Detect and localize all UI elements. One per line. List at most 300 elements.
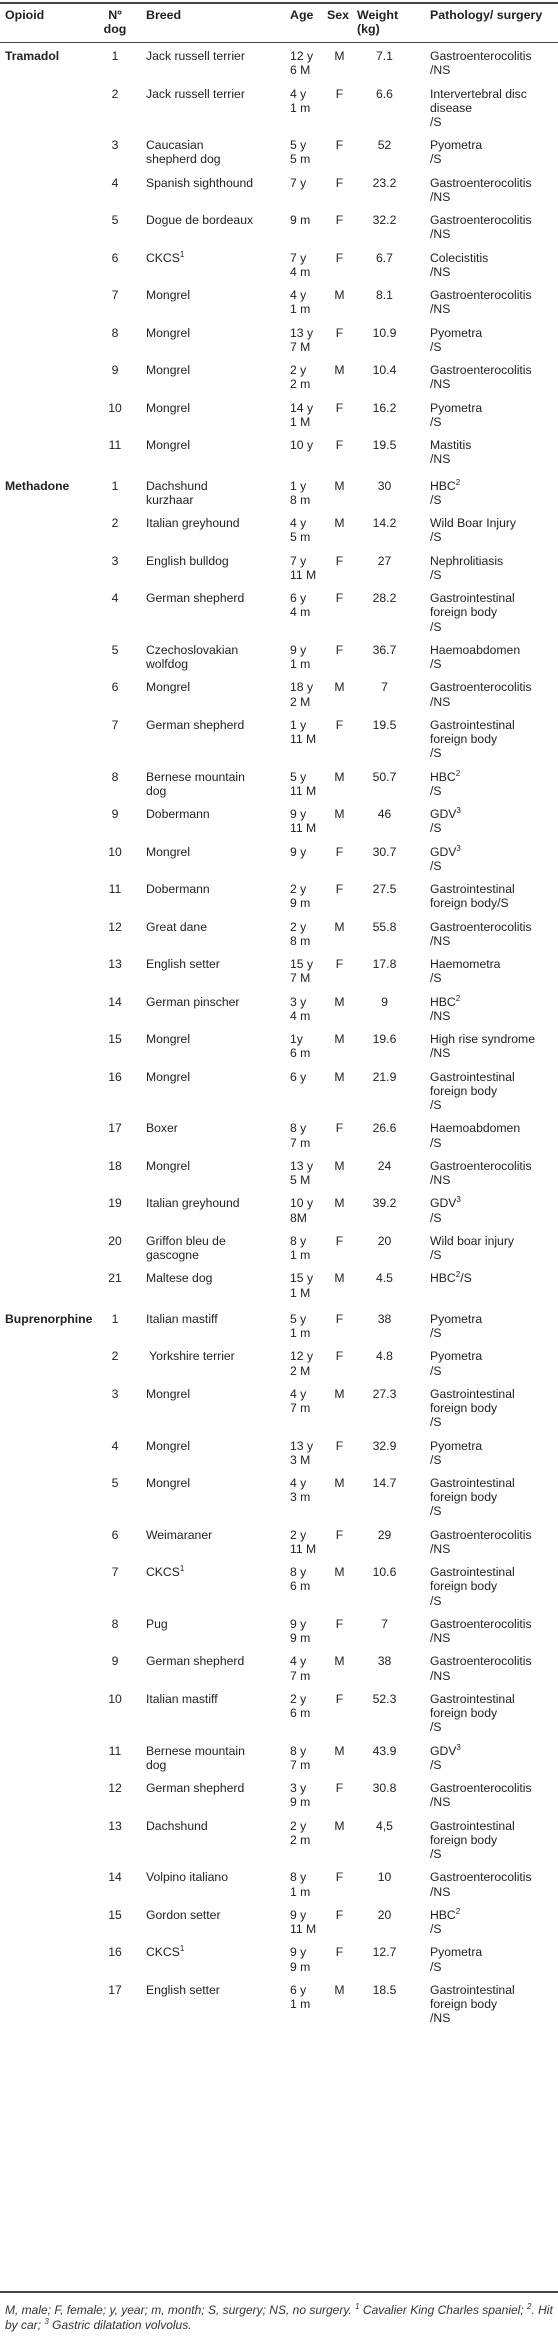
weight-cell xyxy=(357,363,412,377)
table-row xyxy=(0,213,558,241)
dog-number-cell-text: 7 xyxy=(111,717,119,732)
breed-cell xyxy=(146,718,286,732)
table-row xyxy=(0,1617,558,1645)
pathology-cell-text: HBC xyxy=(430,478,456,493)
pathology-cell-rest: /S xyxy=(430,1922,442,1936)
dog-number-cell-text: 5 xyxy=(111,642,119,657)
age-cell-text: 4 y 1 m xyxy=(290,86,311,115)
pathology-cell-text: HBC xyxy=(430,1907,456,1922)
weight-cell xyxy=(357,138,412,152)
sex-cell-text: F xyxy=(335,1616,344,1631)
pathology-cell-text: Pyometra /S xyxy=(430,1311,483,1340)
dog-number-cell-text: 6 xyxy=(111,1527,119,1542)
breed-cell xyxy=(146,1349,286,1363)
table-row xyxy=(0,288,558,316)
footnote-gdv: Gastric dilatation volvolus. xyxy=(48,2318,192,2332)
pathology-cell-text: Gastrointestinal foreign body /S xyxy=(430,1818,515,1861)
dog-number-cell xyxy=(100,718,130,732)
age-cell-text: 10 y 8M xyxy=(290,1196,314,1225)
age-cell xyxy=(290,176,326,190)
table-row xyxy=(0,680,558,708)
sex-cell-text: F xyxy=(335,553,344,568)
pathology-cell xyxy=(430,591,558,634)
table-row xyxy=(0,845,558,873)
weight-cell-text: 16.2 xyxy=(372,400,397,415)
dog-number-cell-text: 12 xyxy=(108,1781,122,1796)
breed-cell xyxy=(146,1565,286,1579)
age-cell xyxy=(290,479,326,507)
weight-cell xyxy=(357,1234,412,1248)
breed-cell-text: Mongrel xyxy=(146,1158,191,1173)
age-cell-text: 5 y 5 m xyxy=(290,138,311,167)
breed-cell xyxy=(146,680,286,694)
opioid-group-label-text: Buprenorphine xyxy=(5,1311,93,1326)
dog-number-cell xyxy=(100,1070,130,1084)
age-cell-text: 3 y 9 m xyxy=(290,1781,311,1810)
weight-cell-text: 27.5 xyxy=(372,882,397,897)
pathology-cell-text: High rise syndrome /NS xyxy=(430,1032,535,1061)
age-cell-text: 4 y 3 m xyxy=(290,1476,311,1505)
pathology-cell-text: Gastroenterocolitis /NS xyxy=(430,175,532,204)
pathology-cell-rest: /S xyxy=(430,783,442,798)
breed-cell-text: Czechoslovakian wolfdog xyxy=(146,642,239,672)
age-cell xyxy=(290,554,326,582)
breed-cell xyxy=(146,49,286,63)
breed-cell xyxy=(146,176,286,190)
sex-cell-text: F xyxy=(335,1945,344,1960)
weight-cell-text: 21.9 xyxy=(372,1069,397,1084)
sex-cell-text: M xyxy=(334,288,345,303)
sex-cell xyxy=(327,770,352,784)
breed-cell xyxy=(146,1032,286,1046)
sex-cell xyxy=(327,1234,352,1248)
dog-number-cell xyxy=(100,995,130,1009)
dog-number-cell-text: 10 xyxy=(108,400,122,415)
dog-number-cell-text: 16 xyxy=(108,1069,122,1084)
age-cell xyxy=(290,1349,326,1377)
pathology-cell xyxy=(430,1565,558,1608)
age-cell xyxy=(290,401,326,429)
breed-cell-text: Mongrel xyxy=(146,1032,191,1047)
sex-cell-text: F xyxy=(335,1233,344,1248)
dog-number-cell xyxy=(100,1692,130,1706)
sex-cell-text: M xyxy=(334,1654,345,1669)
table-row xyxy=(0,401,558,429)
pathology-cell xyxy=(430,957,558,985)
pathology-cell-text: Gastroenterocolitis /NS xyxy=(430,1654,532,1683)
footnote-marker-3: 3 xyxy=(44,2317,49,2326)
dog-number-cell xyxy=(100,1819,130,1833)
weight-cell-text: 43.9 xyxy=(372,1743,397,1758)
pathology-cell xyxy=(430,807,558,835)
pathology-cell xyxy=(430,1439,558,1467)
pathology-cell-text: Gastrointestinal foreign body /S xyxy=(430,1386,515,1430)
weight-cell xyxy=(357,1159,412,1173)
pathology-cell xyxy=(430,1032,558,1060)
weight-cell-text: 4.5 xyxy=(376,1271,393,1286)
sex-cell-text: M xyxy=(334,1982,345,1997)
pathology-cell xyxy=(430,1070,558,1113)
breed-cell xyxy=(146,326,286,340)
table-row xyxy=(0,1654,558,1682)
sex-cell-text: F xyxy=(335,1870,344,1885)
dog-number-cell xyxy=(100,845,130,859)
age-cell xyxy=(290,1121,326,1149)
dog-number-cell-text: 14 xyxy=(108,994,122,1009)
sex-cell-text: F xyxy=(335,400,344,415)
dog-number-cell xyxy=(100,176,130,190)
pathology-footnote-marker: 2 xyxy=(455,768,461,778)
weight-cell xyxy=(357,1565,412,1579)
table-row xyxy=(0,718,558,761)
pathology-cell-text: Gastroenterocolitis /NS xyxy=(430,1527,532,1556)
weight-cell-text: 38 xyxy=(377,1311,392,1326)
table-row xyxy=(0,49,558,77)
breed-cell-text: Jack russell terrier xyxy=(146,86,245,101)
sex-cell-text: F xyxy=(335,957,344,972)
dog-number-cell xyxy=(100,326,130,340)
sex-cell xyxy=(327,1692,352,1706)
weight-cell xyxy=(357,516,412,530)
sex-cell-text: F xyxy=(335,86,344,101)
weight-cell-text: 39.2 xyxy=(372,1196,397,1211)
weight-cell xyxy=(357,1196,412,1210)
weight-cell-text: 55.8 xyxy=(372,919,397,934)
table-row xyxy=(0,995,558,1023)
dog-number-cell-text: 12 xyxy=(108,919,122,934)
pathology-cell xyxy=(430,1908,558,1936)
breed-cell xyxy=(146,1654,286,1668)
dog-number-cell-text: 19 xyxy=(108,1196,122,1211)
pathology-cell-text: HBC xyxy=(430,769,456,784)
pathology-footnote-marker: 2 xyxy=(455,993,461,1003)
sex-cell xyxy=(327,251,352,265)
sex-cell-text: M xyxy=(334,1386,345,1401)
breed-cell-text: German shepherd xyxy=(146,591,245,606)
dog-number-cell xyxy=(100,1032,130,1046)
age-cell xyxy=(290,1654,326,1682)
pathology-cell xyxy=(430,1781,558,1809)
dog-number-cell-text: 8 xyxy=(111,769,119,784)
sex-cell xyxy=(327,1312,352,1326)
weight-cell-text: 6.7 xyxy=(376,250,393,265)
table-row xyxy=(0,643,558,671)
pathology-cell xyxy=(430,1654,558,1682)
breed-cell-text: Maltese dog xyxy=(146,1271,213,1286)
pathology-cell xyxy=(430,87,558,130)
dog-number-cell-text: 4 xyxy=(111,1438,119,1453)
sex-cell-text: M xyxy=(334,1032,345,1047)
sex-cell xyxy=(327,1528,352,1542)
breed-cell-text: Bernese mountain dog xyxy=(146,1743,245,1772)
pathology-cell-text: Gastrointestinal foreign body /S xyxy=(430,1476,515,1519)
dog-number-cell xyxy=(100,1744,130,1758)
weight-cell xyxy=(357,87,412,101)
age-cell-text: 6 y xyxy=(290,1069,307,1084)
table-row xyxy=(0,1692,558,1735)
breed-cell-text: Mongrel xyxy=(146,288,191,303)
sex-cell-text: M xyxy=(334,1565,345,1580)
sex-cell-text: M xyxy=(334,1271,345,1286)
table-row xyxy=(0,251,558,279)
dog-number-cell xyxy=(100,138,130,152)
sex-cell xyxy=(327,401,352,415)
pathology-cell xyxy=(430,1349,558,1377)
age-cell-text: 7 y xyxy=(290,175,307,190)
sex-cell xyxy=(327,807,352,821)
pathology-cell xyxy=(430,1819,558,1862)
age-cell-text: 4 y 5 m xyxy=(290,516,311,545)
breed-cell xyxy=(146,1528,286,1542)
sex-cell-text: F xyxy=(335,250,344,265)
breed-cell-text: Dobermann xyxy=(146,807,210,822)
weight-cell-text: 8.1 xyxy=(376,288,393,303)
age-cell-text: 13 y 5 M xyxy=(290,1158,314,1187)
breed-cell xyxy=(146,1387,286,1401)
footnote-marker-1: 1 xyxy=(355,2302,360,2311)
table-row xyxy=(0,770,558,798)
table-row xyxy=(0,882,558,910)
breed-cell xyxy=(146,1476,286,1490)
pathology-cell xyxy=(430,1870,558,1898)
dog-number-cell-text: 16 xyxy=(108,1945,122,1960)
age-cell-text: 9 m xyxy=(290,213,311,228)
dog-number-cell xyxy=(100,213,130,227)
dog-number-cell xyxy=(100,1983,130,1997)
age-cell xyxy=(290,1159,326,1187)
pathology-cell-text: Pyometra /S xyxy=(430,400,483,429)
breed-cell-text: Italian greyhound xyxy=(146,516,240,531)
weight-cell xyxy=(357,1387,412,1401)
pathology-cell-text: Gastrointestinal foreign body /NS xyxy=(430,1982,515,2026)
pathology-footnote-marker: 3 xyxy=(456,1742,461,1752)
age-cell-text: 18 y 2 M xyxy=(290,680,314,709)
weight-cell-text: 26.6 xyxy=(372,1121,397,1136)
table-row xyxy=(0,807,558,835)
pathology-cell-text: Pyometra /S xyxy=(430,1945,483,1974)
pathology-cell-text: Gastroenterocolitis /NS xyxy=(430,919,532,948)
dog-number-cell-text: 21 xyxy=(108,1271,122,1286)
table-row xyxy=(0,516,558,544)
sex-cell xyxy=(327,845,352,859)
sex-cell-text: F xyxy=(335,325,344,340)
age-cell xyxy=(290,326,326,354)
pathology-cell xyxy=(430,438,558,466)
sex-cell-text: F xyxy=(335,882,344,897)
dog-number-cell-text: 11 xyxy=(108,882,122,897)
age-cell-text: 8 y 7 m xyxy=(290,1743,311,1772)
age-cell-text: 2 y 6 m xyxy=(290,1691,311,1721)
weight-cell xyxy=(357,1908,412,1922)
sex-cell-text: M xyxy=(334,516,345,531)
pathology-cell-text: Pyometra /S xyxy=(430,325,483,354)
weight-cell xyxy=(357,1945,412,1959)
dog-number-cell xyxy=(100,1121,130,1135)
age-cell xyxy=(290,1070,326,1084)
dog-number-cell-text: 5 xyxy=(111,213,119,228)
table-row xyxy=(0,326,558,354)
pathology-cell xyxy=(430,1387,558,1430)
pathology-cell-text: Gastrointestinal foreign body/S xyxy=(430,882,515,911)
table-row xyxy=(0,1528,558,1556)
dog-number-cell-text: 15 xyxy=(108,1032,122,1047)
weight-cell xyxy=(357,718,412,732)
breed-cell-text: Mongrel xyxy=(146,680,191,695)
age-cell-text: 9 y 11 M xyxy=(290,807,317,836)
breed-cell-text: Mongrel xyxy=(146,844,191,859)
age-cell xyxy=(290,1870,326,1898)
dog-number-cell xyxy=(100,1528,130,1542)
weight-cell-text: 10.6 xyxy=(372,1565,397,1580)
age-cell-text: 8 y 7 m xyxy=(290,1121,311,1150)
dog-number-cell xyxy=(100,920,130,934)
sex-cell xyxy=(327,1983,352,1997)
weight-cell-text: 10.4 xyxy=(372,363,397,378)
sex-cell-text: M xyxy=(334,919,345,934)
breed-cell-text: Spanish sighthound xyxy=(146,175,254,190)
age-cell-text: 9 y xyxy=(290,844,307,859)
dog-number-cell-text: 18 xyxy=(108,1158,122,1173)
breed-cell-text: German pinscher xyxy=(146,994,240,1009)
sex-cell-text: F xyxy=(335,1349,344,1364)
weight-cell-text: 4.8 xyxy=(376,1349,393,1364)
pathology-cell-text: Gastrointestinal foreign body /S xyxy=(430,1565,515,1608)
pathology-cell xyxy=(430,718,558,761)
age-cell-text: 4 y 1 m xyxy=(290,288,311,317)
pathology-cell xyxy=(430,882,558,910)
dog-number-cell-text: 3 xyxy=(111,138,119,153)
pathology-cell-text: Gastroenterocolitis /NS xyxy=(430,1870,532,1899)
pathology-cell-text: Gastrointestinal foreign body /S xyxy=(430,591,515,634)
weight-cell-text: 9 xyxy=(381,994,388,1009)
age-cell-text: 8 y 1 m xyxy=(290,1870,311,1899)
header-no-dog: Nº dog xyxy=(103,8,127,36)
weight-cell-text: 36.7 xyxy=(372,642,397,657)
dog-number-cell-text: 15 xyxy=(108,1907,122,1922)
age-cell-text: 8 y 1 m xyxy=(290,1233,311,1262)
pathology-footnote-marker: 3 xyxy=(456,806,461,816)
age-cell-text: 1 y 11 M xyxy=(290,717,317,747)
weight-cell xyxy=(357,1744,412,1758)
breed-footnote-marker: 1 xyxy=(179,249,185,259)
weight-cell xyxy=(357,438,412,452)
breed-cell-text: Weimaraner xyxy=(146,1527,213,1542)
table-row xyxy=(0,438,558,466)
dog-number-cell xyxy=(100,516,130,530)
weight-cell xyxy=(357,1032,412,1046)
footnote-ckcs: Cavalier King Charles spaniel; xyxy=(359,2303,524,2317)
pathology-cell-rest: /S xyxy=(430,1210,442,1225)
age-cell xyxy=(290,1744,326,1772)
table-row xyxy=(0,957,558,985)
sex-cell xyxy=(327,1121,352,1135)
breed-cell-text: Great dane xyxy=(146,919,207,934)
age-cell xyxy=(290,1439,326,1467)
age-cell-text: 1 y 8 m xyxy=(290,478,311,507)
age-cell-text: 2 y 2 m xyxy=(290,1818,311,1847)
sex-cell xyxy=(327,1654,352,1668)
breed-cell xyxy=(146,957,286,971)
table-row xyxy=(0,1744,558,1772)
dog-number-cell-text: 20 xyxy=(108,1233,122,1248)
pathology-cell xyxy=(430,995,558,1023)
dog-number-cell xyxy=(100,1617,130,1631)
sex-cell xyxy=(327,1870,352,1884)
weight-cell-text: 7 xyxy=(381,1616,388,1631)
breed-cell-text: Dogue de bordeaux xyxy=(146,213,254,228)
sex-cell xyxy=(327,1271,352,1285)
dog-number-cell-text: 4 xyxy=(111,175,119,190)
weight-cell-text: 6.6 xyxy=(376,86,393,101)
weight-cell-text: 30.8 xyxy=(372,1781,397,1796)
weight-cell-text: 23.2 xyxy=(372,175,397,190)
pathology-cell-text: Gastroenterocolitis /NS xyxy=(430,1616,532,1646)
weight-cell xyxy=(357,807,412,821)
breed-cell-text: Jack russell terrier xyxy=(146,49,245,63)
breed-footnote-marker: 1 xyxy=(179,1564,185,1574)
weight-cell xyxy=(357,1121,412,1135)
dog-number-cell-text: 2 xyxy=(111,86,119,101)
age-cell-text: 5 y 11 M xyxy=(290,769,317,798)
table-row xyxy=(0,591,558,634)
table-row xyxy=(0,1945,558,1973)
sex-cell-text: M xyxy=(334,1196,345,1211)
pathology-cell xyxy=(430,1744,558,1772)
age-cell-text: 7 y 4 m xyxy=(290,250,311,279)
dog-number-cell xyxy=(100,1870,130,1884)
sex-cell-text: M xyxy=(334,478,345,493)
breed-cell xyxy=(146,1983,286,1997)
weight-cell-text: 12.7 xyxy=(372,1945,397,1960)
weight-cell-text: 19.5 xyxy=(372,438,397,453)
sex-cell-text: F xyxy=(335,438,344,453)
pathology-cell-text: Haemometra /S xyxy=(430,957,501,986)
pathology-cell xyxy=(430,176,558,204)
weight-cell xyxy=(357,1070,412,1084)
sex-cell xyxy=(327,176,352,190)
pathology-cell-text: Gastrointestinal foreign body /S xyxy=(430,1691,515,1735)
dog-number-cell-text: 3 xyxy=(111,553,119,568)
sex-cell-text: F xyxy=(335,1311,344,1326)
pathology-cell xyxy=(430,1271,558,1285)
pathology-cell xyxy=(430,516,558,544)
footnote-abbreviations: M, male; F, female; y, year; m, month; S, surgery; NS, no surgery. xyxy=(5,2303,352,2317)
breed-cell xyxy=(146,643,286,671)
sex-cell xyxy=(327,680,352,694)
sex-cell xyxy=(327,1908,352,1922)
pathology-cell xyxy=(430,288,558,316)
age-cell-text: 9 y 9 m xyxy=(290,1945,311,1974)
age-cell xyxy=(290,718,326,746)
opioid-group-label xyxy=(5,1312,110,1326)
sex-cell xyxy=(327,1387,352,1401)
pathology-footnote-marker: 3 xyxy=(456,843,461,853)
sex-cell-text: M xyxy=(334,1818,345,1833)
weight-cell-text: 32.9 xyxy=(372,1438,397,1453)
breed-cell-text: CKCS xyxy=(146,1945,180,1960)
age-cell-text: 9 y 9 m xyxy=(290,1616,311,1646)
pathology-cell xyxy=(430,1121,558,1149)
pathology-cell-text: Pyometra /S xyxy=(430,1438,483,1467)
dog-number-cell-text: 4 xyxy=(111,591,119,606)
dog-number-cell xyxy=(100,87,130,101)
weight-cell-text: 19.5 xyxy=(372,717,397,732)
breed-cell xyxy=(146,288,286,302)
pathology-footnote-marker: 3 xyxy=(456,1195,461,1205)
age-cell-text: 10 y xyxy=(290,438,314,453)
age-cell xyxy=(290,1983,326,2011)
pathology-cell-text: Haemoabdomen /S xyxy=(430,1121,521,1150)
